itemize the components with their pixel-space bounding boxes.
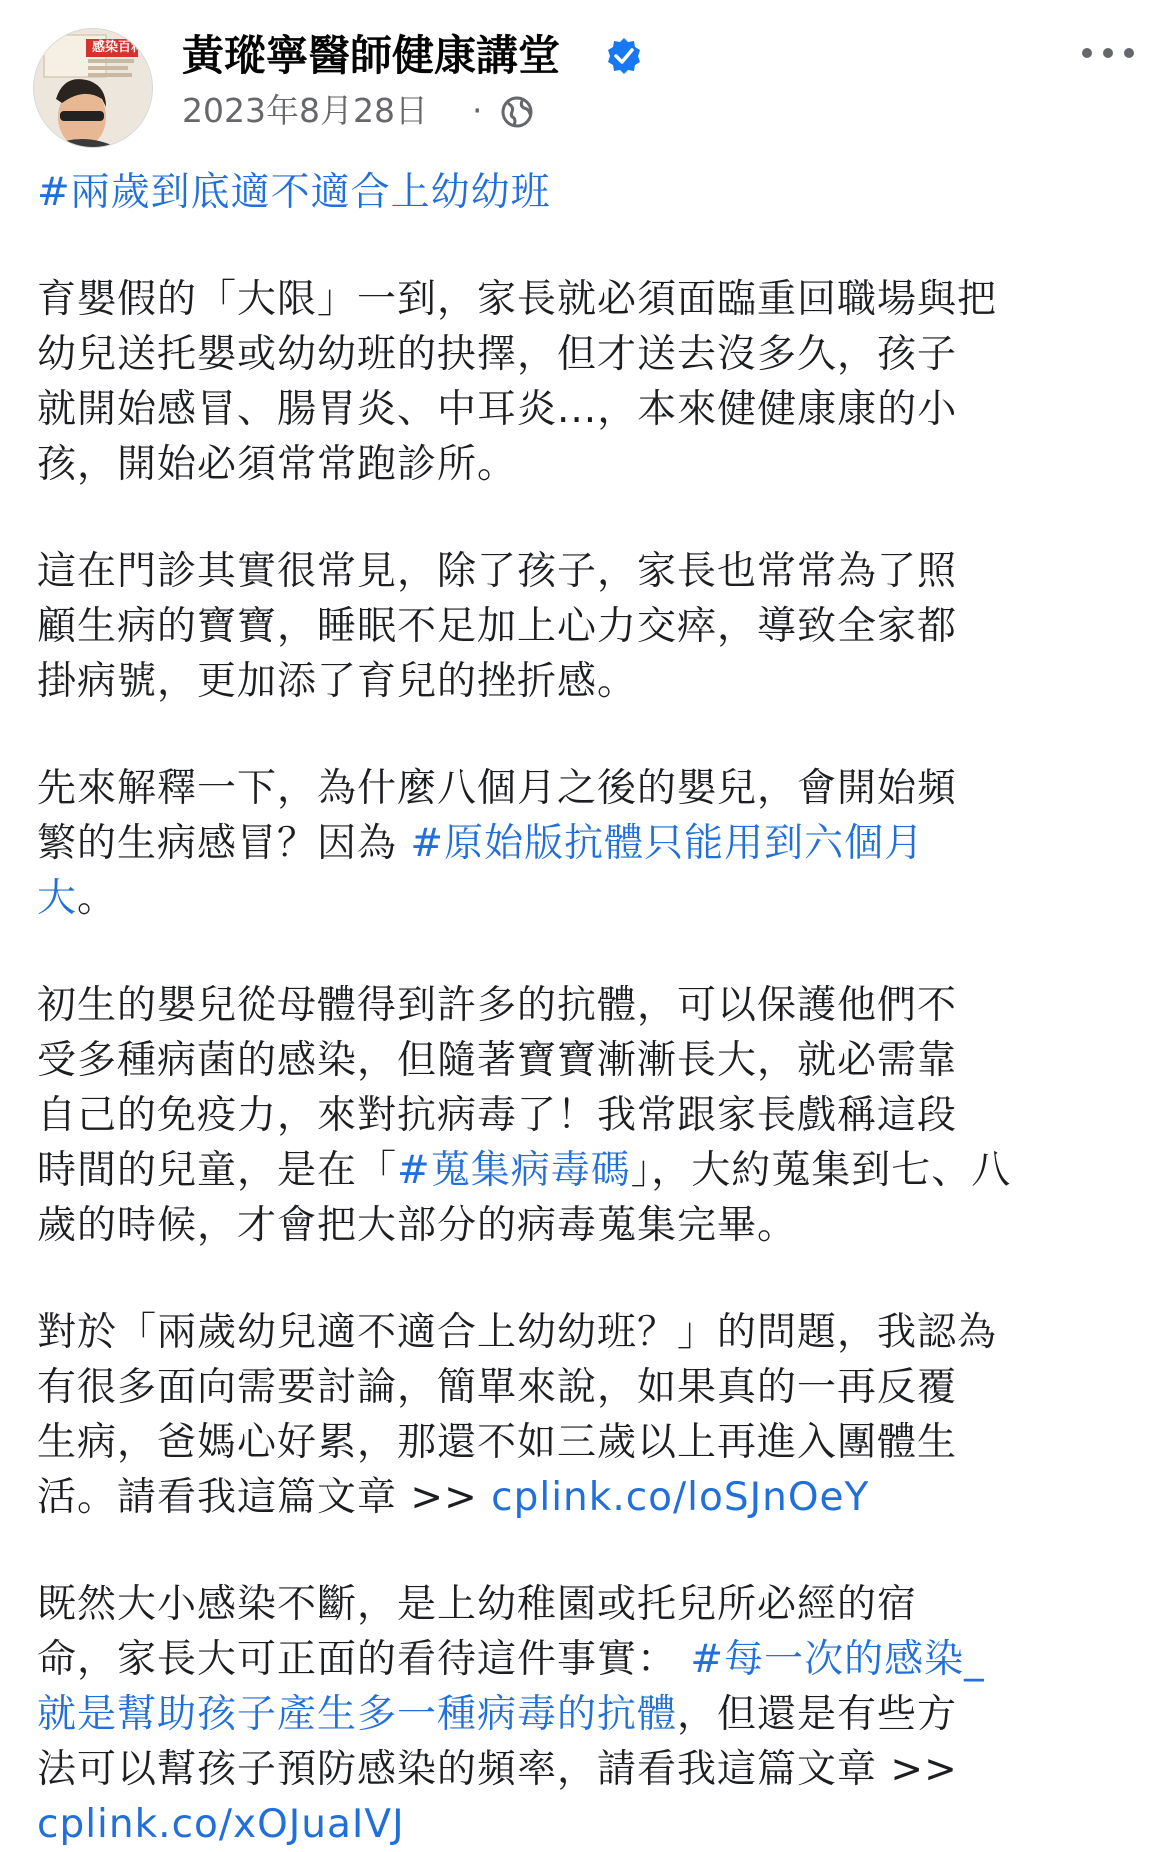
post-body [37, 165, 1137, 1852]
paragraph-4 [37, 978, 1137, 1253]
text-segment: 活。請看我這篇文章 >> [37, 1475, 492, 1520]
text-line [37, 1797, 1137, 1852]
text-line: 自己的免疫力，來對抗病毒了！我常跟家長戲稱這段 [37, 1093, 958, 1138]
page-avatar[interactable] [33, 28, 153, 148]
hashtag-link[interactable]: #原始版抗體只能用到六個月 [410, 821, 925, 866]
text-line: 顧生病的寶寶，睡眠不足加上心力交瘁，導致全家都 [37, 604, 958, 649]
hashtag-link[interactable]: #兩歲到底適不適合上幼幼班 [37, 170, 551, 215]
post-date[interactable]: 2023年8月28日 [182, 91, 428, 130]
more-dot [1103, 48, 1113, 58]
text-line [37, 1687, 1137, 1742]
verified-badge-icon [605, 37, 643, 75]
more-dot [1124, 48, 1134, 58]
paragraph-6 [37, 1577, 1137, 1852]
text-line: 孩，開始必須常常跑診所。 [37, 442, 518, 487]
globe-icon[interactable] [500, 95, 534, 129]
text-line: 既然大小感染不斷，是上幼稚園或托兒所必經的宿 [37, 1582, 918, 1627]
text-line [37, 816, 1137, 871]
text-segment: 繁的生病感冒？因為 [37, 821, 411, 866]
text-line: 幼兒送托嬰或幼幼班的抉擇，但才送去沒多久，孩子 [37, 332, 958, 377]
text-line: 法可以幫孩子預防感染的頻率，請看我這篇文章 >> [37, 1747, 958, 1792]
text-line [37, 1143, 1137, 1198]
paragraph-5 [37, 1305, 1137, 1525]
text-line: 育嬰假的「大限」一到，家長就必須面臨重回職場與把 [37, 277, 998, 322]
hashtag-link[interactable]: 大 [37, 876, 78, 921]
avatar-badge-text: 感染百科 [92, 40, 145, 55]
text-segment: 命，家長大可正面的看待這件事實： [37, 1637, 691, 1682]
text-segment: 」，大約蒐集到七、八 [630, 1148, 1012, 1193]
more-dot [1082, 48, 1092, 58]
paragraph-1 [37, 272, 1137, 492]
text-segment: ，但還是有些方 [677, 1692, 958, 1737]
text-line: 先來解釋一下，為什麼八個月之後的嬰兒，會開始頻 [37, 766, 958, 811]
more-options-icon[interactable] [1080, 38, 1136, 68]
paragraph-3 [37, 761, 1137, 926]
text-line: 掛病號，更加添了育兒的挫折感。 [37, 659, 638, 704]
page-name[interactable]: 黃瑽寧醫師健康講堂 [182, 31, 561, 80]
text-line: 有很多面向需要討論，簡單來說，如果真的一再反覆 [37, 1365, 958, 1410]
text-line: 生病，爸媽心好累，那還不如三歲以上再進入團體生 [37, 1420, 958, 1465]
text-line: 這在門診其實很常見，除了孩子，家長也常常為了照 [37, 549, 958, 594]
text-line: 就開始感冒、腸胃炎、中耳炎...，本來健健康康的小 [37, 387, 958, 432]
text-line: 初生的嬰兒從母體得到許多的抗體，可以保護他們不 [37, 983, 958, 1028]
text-line [37, 1470, 1137, 1525]
meta-separator: · [472, 91, 483, 130]
text-segment: 時間的兒童，是在「 [37, 1148, 398, 1193]
text-line [37, 1632, 1137, 1687]
text-line: 歲的時候，才會把大部分的病毒蒐集完畢。 [37, 1203, 798, 1248]
text-line [37, 871, 1137, 926]
text-line: 對於「兩歲幼兒適不適合上幼幼班？」的問題，我認為 [37, 1310, 998, 1355]
hashtag-link[interactable]: 就是幫助孩子產生多一種病毒的抗體 [37, 1692, 678, 1737]
article-link[interactable]: cplink.co/xOJuaIVJ [37, 1802, 405, 1847]
hashtag-link[interactable]: #每一次的感染_ [690, 1637, 985, 1682]
lead-hashtag-paragraph [37, 165, 1137, 220]
article-link[interactable]: cplink.co/loSJnOeY [491, 1475, 870, 1520]
text-line: 受多種病菌的感染，但隨著寶寶漸漸長大，就必需靠 [37, 1038, 958, 1083]
hashtag-link[interactable]: #蒐集病毒碼 [397, 1148, 631, 1193]
paragraph-2 [37, 544, 1137, 709]
post-header [0, 0, 1170, 150]
text-segment: 。 [77, 876, 118, 921]
